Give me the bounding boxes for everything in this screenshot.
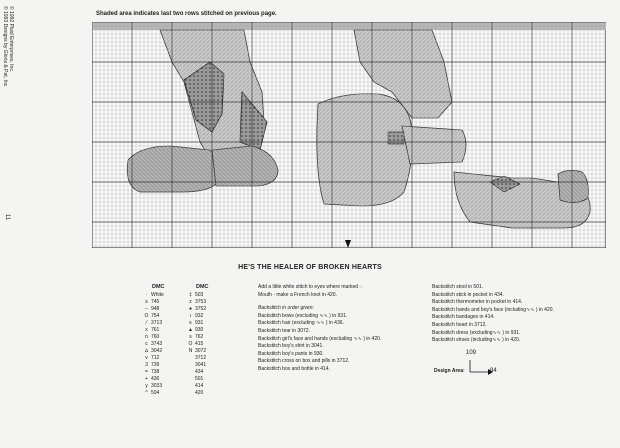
key-row xyxy=(186,299,234,306)
boy-arm-shape xyxy=(402,126,466,164)
key-symbol xyxy=(186,383,195,390)
key-row xyxy=(186,390,234,397)
key-symbol xyxy=(186,390,195,397)
key-dmc-number: 436 xyxy=(151,376,160,382)
page-number: 11 xyxy=(4,213,11,221)
key-dmc-number: 754 xyxy=(151,313,160,319)
key-dmc-number: 420 xyxy=(195,390,204,396)
backstitch-item: Backstitch dress (excluding∿∿ ) in 931. xyxy=(432,329,521,336)
key-row xyxy=(142,348,190,355)
eye-mark-icon: ◌ xyxy=(359,284,363,290)
key-symbol: – xyxy=(145,306,148,312)
key-dmc-number: 3753 xyxy=(195,299,207,305)
key-row xyxy=(142,376,190,383)
backstitch-item: Backstitch bandages in 414. xyxy=(432,314,495,321)
key-row xyxy=(142,292,190,299)
bottle-shape xyxy=(558,170,588,202)
backstitch-list-right xyxy=(432,284,612,345)
instruction-eyes-text: Add a little white stitch to eyes where marked xyxy=(258,284,359,290)
backstitch-item: Backstitch cross on box and pills in 3712. xyxy=(258,358,350,365)
key-left-list xyxy=(142,292,190,397)
copyright-line-2: © 1993 Designs by Gloria & Pat, Inc. xyxy=(2,6,8,88)
girl-skirt-shape xyxy=(127,146,219,192)
key-symbol xyxy=(186,362,195,369)
key-symbol: ∆ xyxy=(144,348,149,354)
backstitch-item: Backstitch box and bottle in 414. xyxy=(258,365,330,372)
key-dmc-number: 504 xyxy=(151,390,160,396)
backstitch-item: Backstitch boy's pants in 930. xyxy=(258,350,324,357)
key-dmc-number: 932 xyxy=(195,313,204,319)
backstitch-item: Backstitch tear in 3072. xyxy=(258,327,310,334)
key-symbol: x xyxy=(145,327,148,333)
key-dmc-number: 434 xyxy=(195,369,204,375)
key-row xyxy=(142,341,190,348)
key-row xyxy=(186,320,234,327)
key-dmc-number: 3041 xyxy=(195,362,207,368)
backstitch-item: Backstitch thermometer in pocket in 414. xyxy=(432,299,523,306)
key-row xyxy=(142,355,190,362)
key-symbol: O xyxy=(144,313,149,319)
backstitch-item: Backstitch stick in pocket in 434. xyxy=(432,291,504,298)
key-dmc-number: White xyxy=(151,292,164,298)
key-row xyxy=(186,348,234,355)
key-dmc-number: 3042 xyxy=(151,348,163,354)
design-area-horizontal: 94 xyxy=(490,368,497,374)
key-dmc-number: 930 xyxy=(195,327,204,333)
key-row xyxy=(142,327,190,334)
key-symbol: v xyxy=(145,355,148,361)
key-dmc-number: 3072 xyxy=(195,348,207,354)
key-dmc-number: 738 xyxy=(151,369,160,375)
copyright-line-1: © 1992 Plaid Enterprises, Inc. xyxy=(8,6,14,73)
key-dmc-number: 3033 xyxy=(151,383,163,389)
key-symbol xyxy=(186,355,195,362)
key-dmc-number: 3712 xyxy=(195,355,207,361)
key-dmc-number: 745 xyxy=(151,299,160,305)
instruction-eyes xyxy=(258,284,428,292)
backstitch-item: Backstitch heart in 3712. xyxy=(432,321,487,328)
key-row xyxy=(186,327,234,334)
key-symbol: z xyxy=(189,299,192,305)
key-symbol: · xyxy=(145,292,148,298)
key-dmc-number: 762 xyxy=(195,334,204,340)
key-dmc-number: 948 xyxy=(151,306,160,312)
instructions-right xyxy=(432,284,612,345)
key-symbol: Ο xyxy=(188,341,193,347)
key-row xyxy=(186,334,234,341)
key-row xyxy=(142,334,190,341)
key-symbol: s xyxy=(145,299,148,305)
key-dmc-number: 503 xyxy=(195,292,204,298)
key-symbol: ⁄ xyxy=(146,320,147,326)
key-symbol: = xyxy=(145,369,148,375)
key-row xyxy=(186,376,234,383)
key-symbol: y xyxy=(145,383,148,389)
instructions-left xyxy=(258,284,428,374)
key-symbol: ● xyxy=(188,306,193,312)
chart-title: HE'S THE HEALER OF BROKEN HEARTS xyxy=(238,264,382,271)
key-row xyxy=(186,292,234,299)
key-row xyxy=(142,313,190,320)
key-column-right xyxy=(186,284,234,397)
key-row xyxy=(142,320,190,327)
key-row xyxy=(142,383,190,390)
stitch-chart xyxy=(92,22,606,248)
key-row xyxy=(142,390,190,397)
key-symbol: ▲ xyxy=(188,327,193,333)
key-symbol xyxy=(186,369,195,376)
backstitch-item: Backstitch shoes (including∿∿ ) in 420. xyxy=(432,337,521,344)
backstitch-item: Backstitch bows (excluding ∿∿ ) in 931. xyxy=(258,312,348,319)
key-column-left xyxy=(142,284,190,397)
key-symbol: s xyxy=(189,334,192,340)
design-area-label: Design Area: xyxy=(434,368,465,374)
key-row xyxy=(142,369,190,376)
key-symbol: ‡ xyxy=(189,292,192,298)
key-dmc-number: 3743 xyxy=(151,341,163,347)
backstitch-item: Backstitch girl's face and hands (excluding ∿∿ ) in 420. xyxy=(258,335,382,342)
backstitch-item: Backstitch hands and boy's face (including∿∿ ) in 420. xyxy=(432,306,554,313)
key-dmc-number: 760 xyxy=(151,334,160,340)
key-header-left: DMC xyxy=(152,284,165,290)
key-symbol: N xyxy=(188,348,193,354)
key-dmc-number: 501 xyxy=(195,376,204,382)
key-symbol xyxy=(186,376,195,383)
stitch-chart-svg xyxy=(92,22,606,248)
key-symbol: ≡ xyxy=(189,320,192,326)
chart-note: Shaded area indicates last two rows stitched on previous page. xyxy=(96,11,277,17)
key-dmc-number: 3713 xyxy=(151,320,163,326)
key-dmc-number: 761 xyxy=(151,327,160,333)
key-row xyxy=(142,306,190,313)
copyright-block xyxy=(2,6,12,126)
key-row xyxy=(186,362,234,369)
key-dmc-number: 415 xyxy=(195,341,204,347)
backstitch-item: Backstitch hair (excluding ∿∿ ) in 436. xyxy=(258,320,344,327)
key-symbol: ı xyxy=(189,313,192,319)
key-row xyxy=(186,313,234,320)
key-dmc-number: 3752 xyxy=(195,306,207,312)
backstitch-list-left xyxy=(258,313,428,374)
key-row xyxy=(186,369,234,376)
key-symbol: n xyxy=(145,334,148,340)
key-dmc-number: 712 xyxy=(151,355,160,361)
key-row xyxy=(142,299,190,306)
key-symbol: 3 xyxy=(145,362,148,368)
key-dmc-number: 739 xyxy=(151,362,160,368)
backstitch-item: Backstitch stool in 501. xyxy=(432,284,484,290)
key-header-right: DMC xyxy=(196,284,209,290)
key-row xyxy=(186,355,234,362)
design-area-vertical: 109 xyxy=(466,350,477,356)
key-row xyxy=(142,362,190,369)
key-symbol: c xyxy=(145,341,148,347)
key-symbol: ^ xyxy=(145,390,148,396)
backstitch-item: Backstitch boy's shirt in 3041. xyxy=(258,343,324,350)
key-symbol: + xyxy=(145,376,148,382)
key-row xyxy=(186,306,234,313)
instruction-mouth: Mouth - make a French knot in 420. xyxy=(258,291,337,298)
key-dmc-number: 414 xyxy=(195,383,204,389)
key-row xyxy=(186,341,234,348)
key-right-list xyxy=(186,292,234,397)
backstitch-heading: Backstitch in order given: xyxy=(258,305,314,312)
key-row xyxy=(186,383,234,390)
design-area xyxy=(434,350,554,380)
key-dmc-number: 931 xyxy=(195,320,204,326)
